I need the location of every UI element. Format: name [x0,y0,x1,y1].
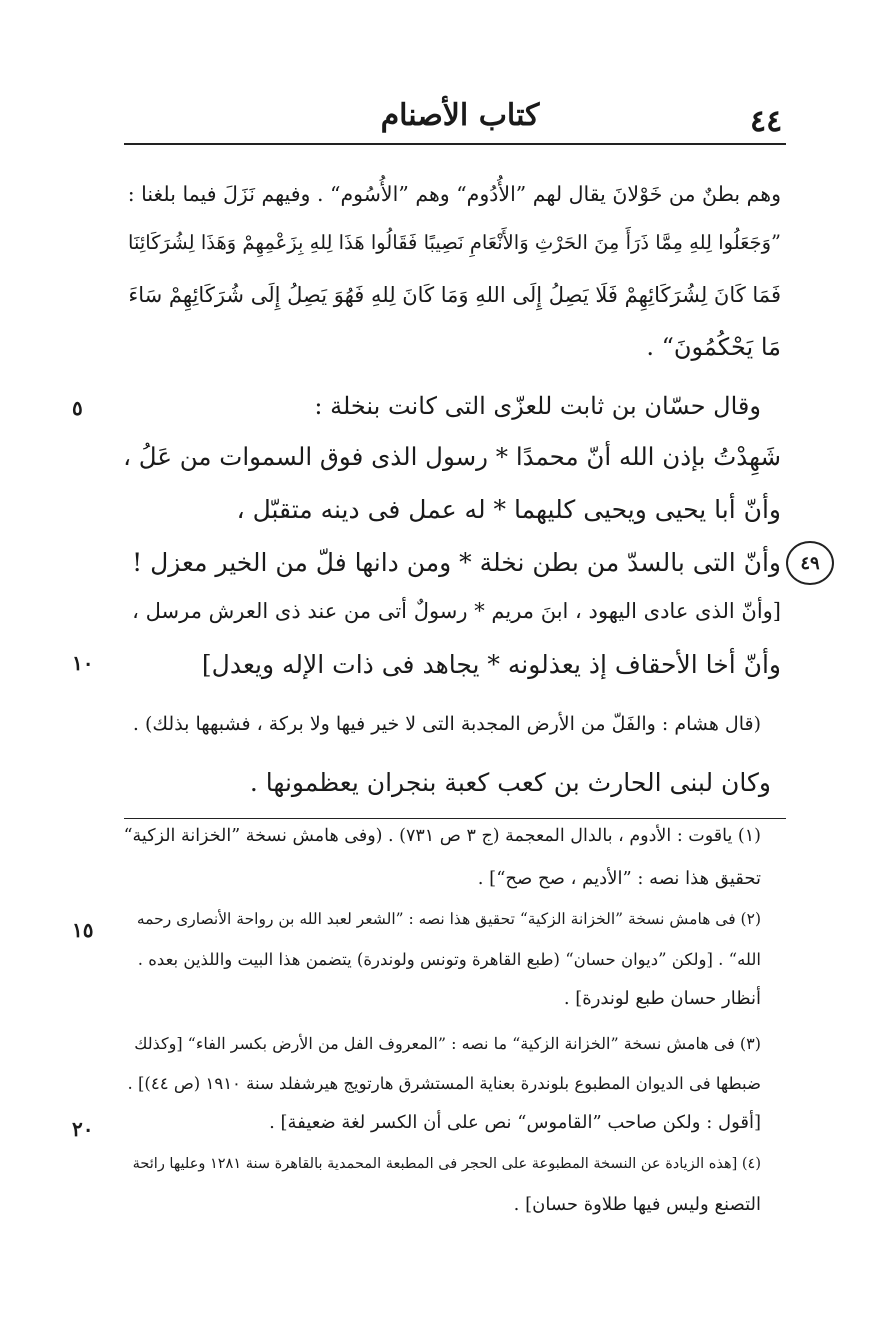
verse-line: شَهِدْتُ بإذن الله أنّ محمدًا * رسول الذى فوق السموات من عَلُ ، [123,442,781,471]
verse-line: وأنّ التى بالسدّ من بطن نخلة * ومن دانها فلّ من الخير معزل ! [132,548,781,577]
body-line: فَمَا كَانَ لِشُرَكَائِهِمْ فَلَا يَصِلُ إِلَى اللهِ وَمَا كَانَ لِلهِ فَهُوَ يَصِلُ إِلَى شُرَكَائِهِمْ سَاءَ [128,283,781,307]
footnote-line: (٣) فى هامش نسخة ”الخزانة الزكية“ ما نصه : ”المعروف الفل من الأرض بكسر الفاء“ [وكذلك [134,1034,761,1053]
page-number: ٤٤ [750,104,783,139]
footnote-line: [أقول : ولكن صاحب ”القاموس“ نص على أن الكسر لغة ضعيفة] . [269,1112,761,1133]
closing-line: وكان لبنى الحارث بن كعب كعبة بنجران يعظمونها . [249,768,771,797]
verse-line: وأنّ أبا يحيى ويحيى كليهما * له عمل فى دينه متقبّل ، [236,495,781,524]
verse-line: [وأنّ الذى عادى اليهود ، ابنَ مريم * رسولٌ أتى من عند ذى العرش مرسل ، [132,599,781,623]
footnote-rule [124,818,786,819]
line-number-20: ٢٠ [72,1117,94,1141]
line-number-5: ٥ [72,396,83,420]
footnote-line: ضبطها فى الديوان المطبوع بلوندرة بعناية المستشرق هارتويج هيرشفلد سنة ١٩١٠ (ص ٤٤)] . [127,1074,761,1093]
running-title: كتاب الأصنام [380,98,540,133]
editor-note: (قال هشام : والفَلّ من الأرض المجدبة التى لا خير فيها ولا بركة ، فشبهها بذلك) . [132,713,761,735]
footnote-line: الله“ . [ولكن ”ديوان حسان“ (طبع القاهرة وتونس ولوندرة) يتضمن هذا البيت واللذين بعده . [137,950,761,969]
footnote-line: (٤) [هذه الزيادة عن النسخة المطبوعة على الحجر فى المطبعة المحمدية بالقاهرة سنة ١٢٨١ وعليها رائحة [132,1156,761,1172]
line-number-15: ١٥ [72,918,94,942]
footnote-line: أنظار حسان طبع لوندرة] . [563,988,761,1009]
footnote-line: (٢) فى هامش نسخة ”الخزانة الزكية“ تحقيق هذا نصه : ”الشعر لعبد الله بن رواحة الأنصارى رحمه [136,910,761,928]
footnote-line: (١) ياقوت : الأدوم ، بالدال المعجمة (ج ٣ ص ٧٣١) . (وفى هامش نسخة ”الخزانة الزكية“ [123,826,761,846]
footnote-line: التصنع وليس فيها طلاوة حسان] . [513,1194,761,1215]
header-rule [124,143,786,145]
footnote-line: تحقيق هذا نصه : ”الأديم ، صح صح“] . [477,868,761,889]
poem-intro: وقال حسّان بن ثابت للعزّى التى كانت بنخلة : [314,392,761,420]
verse-line: وأنّ أخا الأحقاف إذ يعذلونه * يجاهد فى ذات الإله ويعدل] [201,650,781,679]
line-number-10: ١٠ [72,651,94,675]
body-line: مَا يَحْكُمُونَ“ . [646,333,781,361]
body-line: وهم بطنٌ من خَوْلانَ يقال لهم ”الأُدُوم“ وهم ”الأُسُوم“ . وفيهم نَزَلَ فيما بلغنا : [127,182,781,206]
margin-seal: ٤٩ [786,541,834,585]
body-line: ”وَجَعَلُوا لِلهِ مِمَّا ذَرَأَ مِنَ الحَرْثِ وَالأَنْعَامِ نَصِيبًا فَقَالُوا هَذَا لِلهِ بِزَعْمِهِمْ وَهَذَا لِشُرَكَائِنَا [128,231,781,254]
